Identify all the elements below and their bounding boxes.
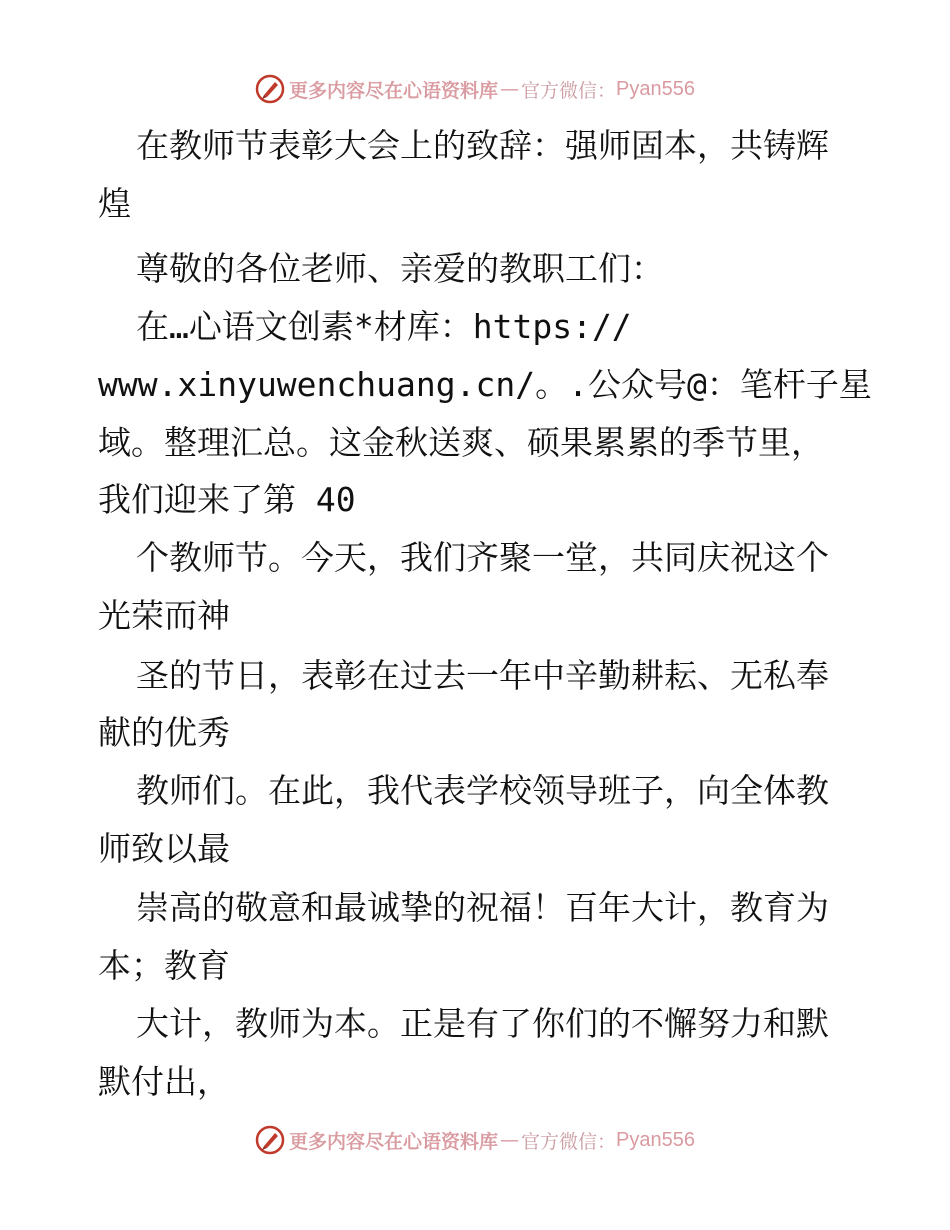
paragraph-line: 师致以最 xyxy=(98,829,230,868)
banner-dash: — xyxy=(500,78,520,100)
banner-wechat-id: Pyan556 xyxy=(616,77,695,100)
banner-dash: — xyxy=(500,1129,520,1151)
paragraph-line: 个教师节。今天，我们齐聚一堂，共同庆祝这个 xyxy=(136,538,829,577)
paragraph-line: 默付出， xyxy=(98,1062,230,1101)
banner-text: 更多内容尽在心语资料库 xyxy=(289,1130,499,1153)
paragraph-line: 崇高的敬意和最诚挚的祝福！百年大计，教育为 xyxy=(136,888,829,927)
banner-wechat-id: Pyan556 xyxy=(616,1128,695,1151)
title-line-cont: 煌 xyxy=(98,184,131,223)
banner-wechat-label: 官方微信： xyxy=(521,79,617,102)
footer-watermark-banner xyxy=(0,1123,950,1157)
pen-logo-icon xyxy=(255,1125,285,1155)
paragraph-line: 大计，教师为本。正是有了你们的不懈努力和默 xyxy=(136,1004,829,1043)
salutation-line: 尊敬的各位老师、亲爱的教职工们： xyxy=(136,249,664,288)
pen-logo-icon xyxy=(255,74,285,104)
header-watermark-banner xyxy=(0,72,950,106)
url-line: www.xinyuwenchuang.cn/。.公众号@：笔杆子星 xyxy=(98,365,872,404)
paragraph-line: 圣的节日，表彰在过去一年中辛勤耕耘、无私奉 xyxy=(136,656,829,695)
banner-text: 更多内容尽在心语资料库 xyxy=(289,79,499,102)
paragraph-line: 域。整理汇总。这金秋送爽、硕果累累的季节里， xyxy=(98,423,824,462)
title-line: 在教师节表彰大会上的致辞：强师固本，共铸辉 xyxy=(136,126,829,165)
paragraph-line: 献的优秀 xyxy=(98,713,230,752)
paragraph-line: 我们迎来了第 40 xyxy=(98,480,356,519)
paragraph-line: 本；教育 xyxy=(98,946,230,985)
banner-wechat-label: 官方微信： xyxy=(521,1130,617,1153)
paragraph-line: 教师们。在此，我代表学校领导班子，向全体教 xyxy=(136,771,829,810)
paragraph-line: 在…心语文创素*材库：https:// xyxy=(136,307,632,346)
paragraph-line: 光荣而神 xyxy=(98,596,230,635)
